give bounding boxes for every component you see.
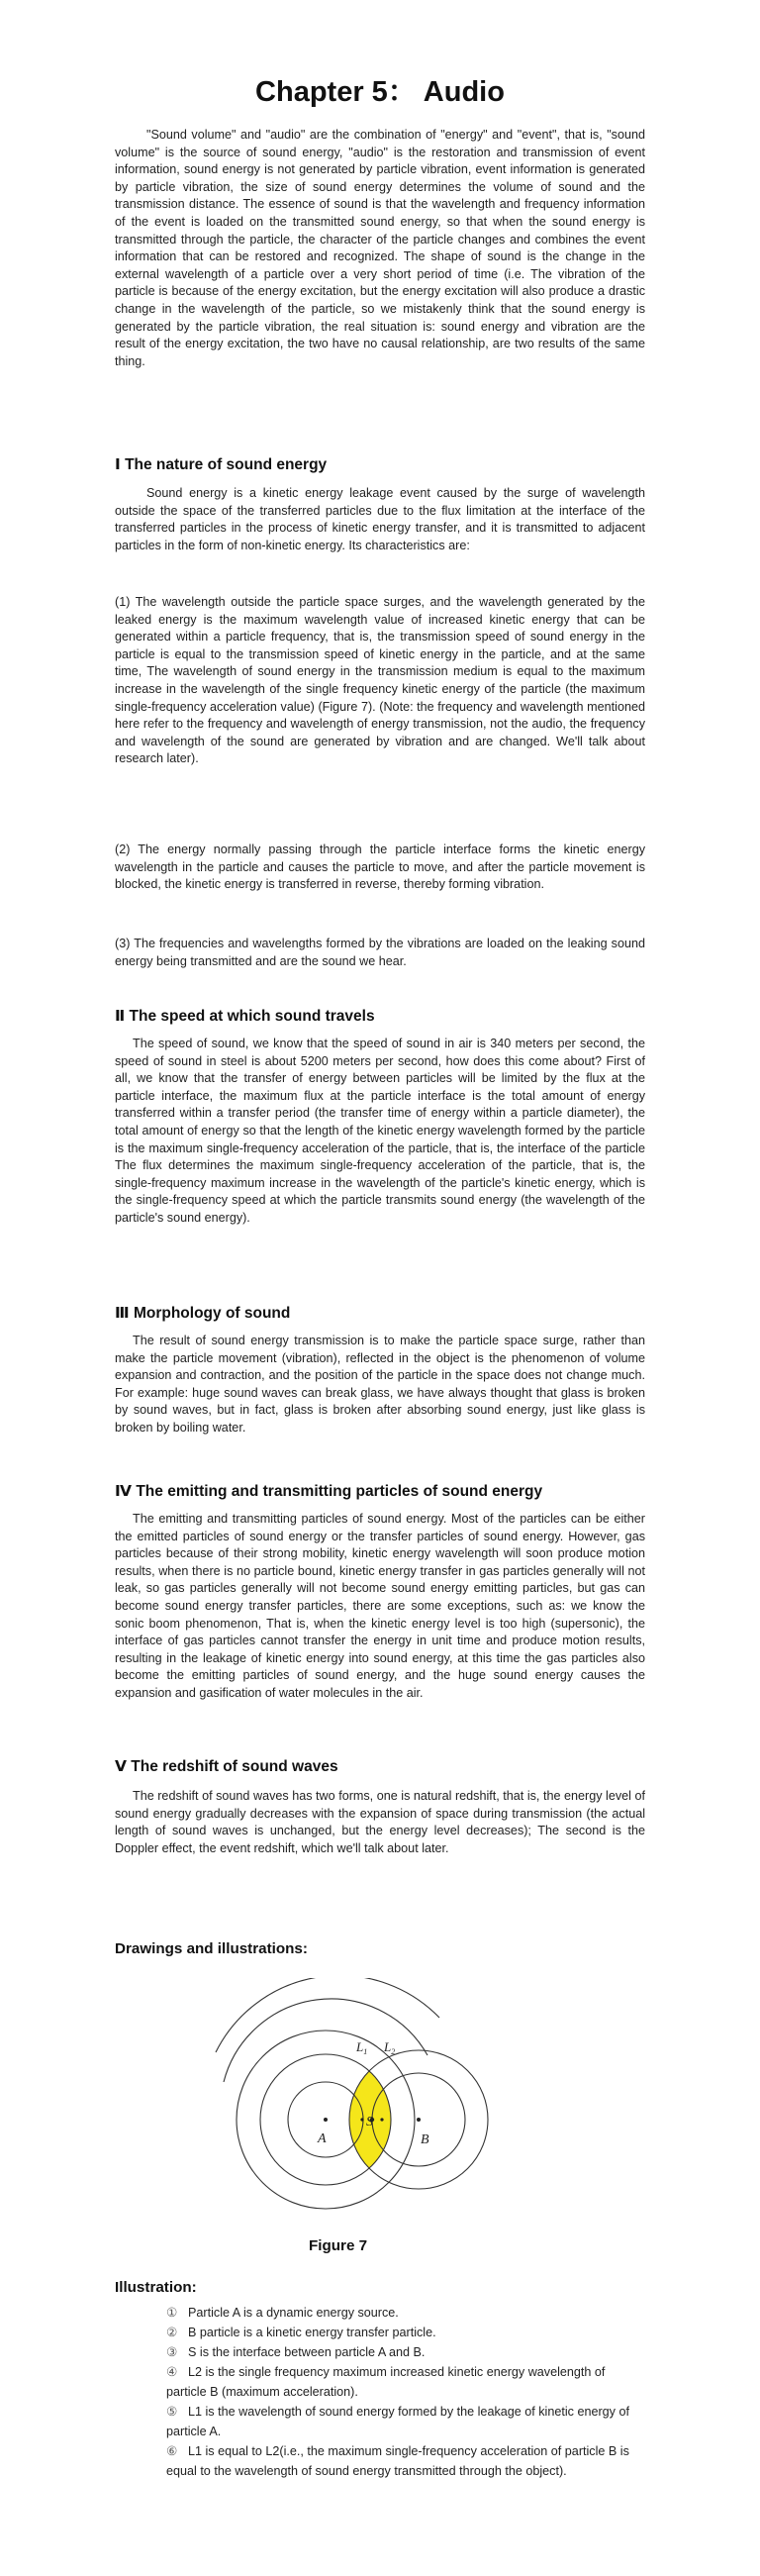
section-heading-redshift: Ⅴ The redshift of sound waves (115, 1758, 338, 1775)
item-text: Particle A is a dynamic energy source. (188, 2306, 399, 2320)
item-number: ④ (166, 2364, 178, 2379)
item-text: L1 is equal to L2(i.e., the maximum single-frequency acceleration of particle B is equal to the wavelength of sound energy transmitted through the object). (166, 2444, 629, 2478)
particle-b-center (417, 2118, 421, 2122)
list-item (166, 2441, 645, 2481)
list-item (166, 2323, 645, 2342)
section-paragraph: (2) The energy normally passing through the particle interface forms the kinetic energy wavelength in the particle and causes the particle to move, and after the particle movement is blocked, the kinetic energy is transferred in reverse, thereby forming vibration. (115, 842, 645, 892)
figure-7-diagram (210, 1978, 536, 2226)
item-number: ③ (166, 2344, 178, 2359)
item-text: B particle is a kinetic energy transfer particle. (188, 2326, 436, 2339)
item-text: L1 is the wavelength of sound energy formed by the leakage of kinetic energy of particle A. (166, 2405, 629, 2438)
section-paragraph: The speed of sound, we know that the speed of sound in air is 340 meters per second, the speed of sound in steel is about 5200 meters per second, how does this come about? First of all, we know that the transfer of energy between particles will be limited by the flux at the particle interface, the maximum flux at the particle interface is the total amount of energy transferred within a transfer period (the transfer time of energy within a particle diameter), the total amount of energy so that the length of the kinetic energy wavelength formed by the particle is the maximum single-frequency acceleration of the particle, that is, the interface of the particle The flux determines the maximum single-frequency acceleration of the particle, that is, the single-frequency maximum increase in the wavelength of the particle's kinetic energy, which is the single-frequency speed at which the particle transmits sound energy (the wavelength of the particle's sound energy). (115, 1037, 645, 1225)
interface-point (380, 2118, 383, 2121)
section-paragraph: The result of sound energy transmission is to make the particle space surge, rather than make the particle movement (vibration), reflected in the object is the phenomenon of volume expansion and contraction, and the position of the particle in the space does not change much. For example: huge sound waves can break glass, we have always thought that glass is broken by sound waves, but in fact, glass is broken after absorbing sound energy, just like glass is broken by boiling water. (115, 1334, 645, 1435)
section-heading-morphology: Ⅲ Morphology of sound (115, 1305, 291, 1322)
section-paragraph: The redshift of sound waves has two forms, one is natural redshift, that is, the energy level of sound energy gradually decreases with the expansion of space during transmission (the actual length of sound waves is unchanged, but the energy level decreases); The second is the Doppler effect, the event redshift, which we'll talk about later. (115, 1789, 645, 1855)
item-number: ② (166, 2325, 178, 2339)
section-paragraph: Sound energy is a kinetic energy leakage event caused by the surge of wavelength outside the space of the transferred particles due to the flux limitation at the interface of the transferred particles in the process of kinetic energy transfer, and it is transmitted to adjacent particles in the form of non-kinetic energy. Its characteristics are: (115, 486, 645, 552)
interface-point (360, 2118, 363, 2121)
label-s: S (366, 2115, 373, 2130)
label-a: A (318, 2131, 327, 2146)
list-item (166, 2402, 645, 2441)
label-l2: $L_2$ (384, 2039, 396, 2056)
intro-paragraph: "Sound volume" and "audio" are the combination of "energy" and "event", that is, "sound volume" is the source of sound energy, "audio" is the restoration and transmission of event information, sound energy is not generated by particle vibration, event information is generated by particle vibration, the size of sound energy determines the volume of sound and the transmission distance. The essence of sound is that the wavelength and frequency information of the event is loaded on the transmitted sound energy, so that when the sound energy is transmitted through the particle, the character of the particle changes and combines the event information that can be restored and recognized. The shape of sound is the change in the external wavelength of a particle over a very short period of time (i.e. The vibration of the particle is because of the energy excitation, but the energy excitation will also produce a drastic change in the wavelength of the particle, so we mistakenly think that the sound energy is generated by the particle vibration, the real situation is: sound energy and vibration are the result of the energy excitation, the two have no causal relationship, are two results of the same thing. (115, 128, 645, 368)
item-number: ⑥ (166, 2443, 178, 2458)
label-l1: $L_1$ (356, 2039, 368, 2056)
list-item (166, 2342, 645, 2362)
sound-wave-arc (216, 1978, 439, 2052)
section-paragraph: The emitting and transmitting particles of sound energy. Most of the particles can be either the emitted particles of sound energy or the transfer particles of sound energy. However, gas particles because of their strong mobility, kinetic energy wavelength will soon produce motion results, when there is no particle bound, kinetic energy transfer in gas particles generally will not leak, so gas particles generally will not become sound energy emitting particles, but gas can become sound energy transfer particles, there are some exceptions, such as: we know the sonic boom phenomenon, That is, when the kinetic energy level is too high (supersonic), the interface of gas particles cannot transfer the energy in unit time and produce motion results, resulting in the leakage of kinetic energy into sound energy, at this time the gas particles also become the emitting particles of sound energy, and the huge sound energy causes the expansion and gasification of water molecules in the air. (115, 1512, 645, 1700)
illustration-title: Illustration: (115, 2279, 197, 2296)
section-heading-nature: Ⅰ The nature of sound energy (115, 456, 328, 473)
list-item (166, 2303, 645, 2323)
drawings-title: Drawings and illustrations: (115, 1940, 308, 1957)
chapter-title: Chapter 5： Audio (255, 76, 505, 108)
section-heading-speed: Ⅱ The speed at which sound travels (115, 1008, 375, 1025)
particle-a-center (324, 2118, 328, 2122)
item-text: L2 is the single frequency maximum increased kinetic energy wavelength of particle B (maximum acceleration). (166, 2365, 606, 2399)
figure-caption: Figure 7 (309, 2237, 368, 2254)
item-number: ① (166, 2305, 178, 2320)
list-item (166, 2362, 645, 2402)
section-paragraph: (1) The wavelength outside the particle space surges, and the wavelength generated by the leaked energy is the maximum wavelength value of increased kinetic energy that can be generated within a particle frequency, that is, the transmission speed of sound energy in the particle is equal to the transmission speed of kinetic energy in the particle, and at the same time, The wavelength of sound energy in the transmission medium is equal to the maximum increase in the wavelength of the single frequency kinetic energy of the particle (the maximum single-frequency acceleration value) (Figure 7). (Note: the frequency and wavelength mentioned here refer to the frequency and wavelength of energy transmission, not the audio, the frequency and wavelength of the sound are generated by vibration and are changed. We'll talk about research later). (115, 595, 645, 766)
item-text: S is the interface between particle A and B. (188, 2345, 426, 2359)
illustration-list (166, 2303, 645, 2481)
section-heading-particles: Ⅳ The emitting and transmitting particles of sound energy (115, 1483, 543, 1500)
section-paragraph: (3) The frequencies and wavelengths formed by the vibrations are loaded on the leaking sound energy being transmitted and are the sound we hear. (115, 937, 645, 968)
item-number: ⑤ (166, 2404, 178, 2419)
sound-wave-arc (224, 1999, 428, 2082)
label-b: B (421, 2132, 429, 2147)
